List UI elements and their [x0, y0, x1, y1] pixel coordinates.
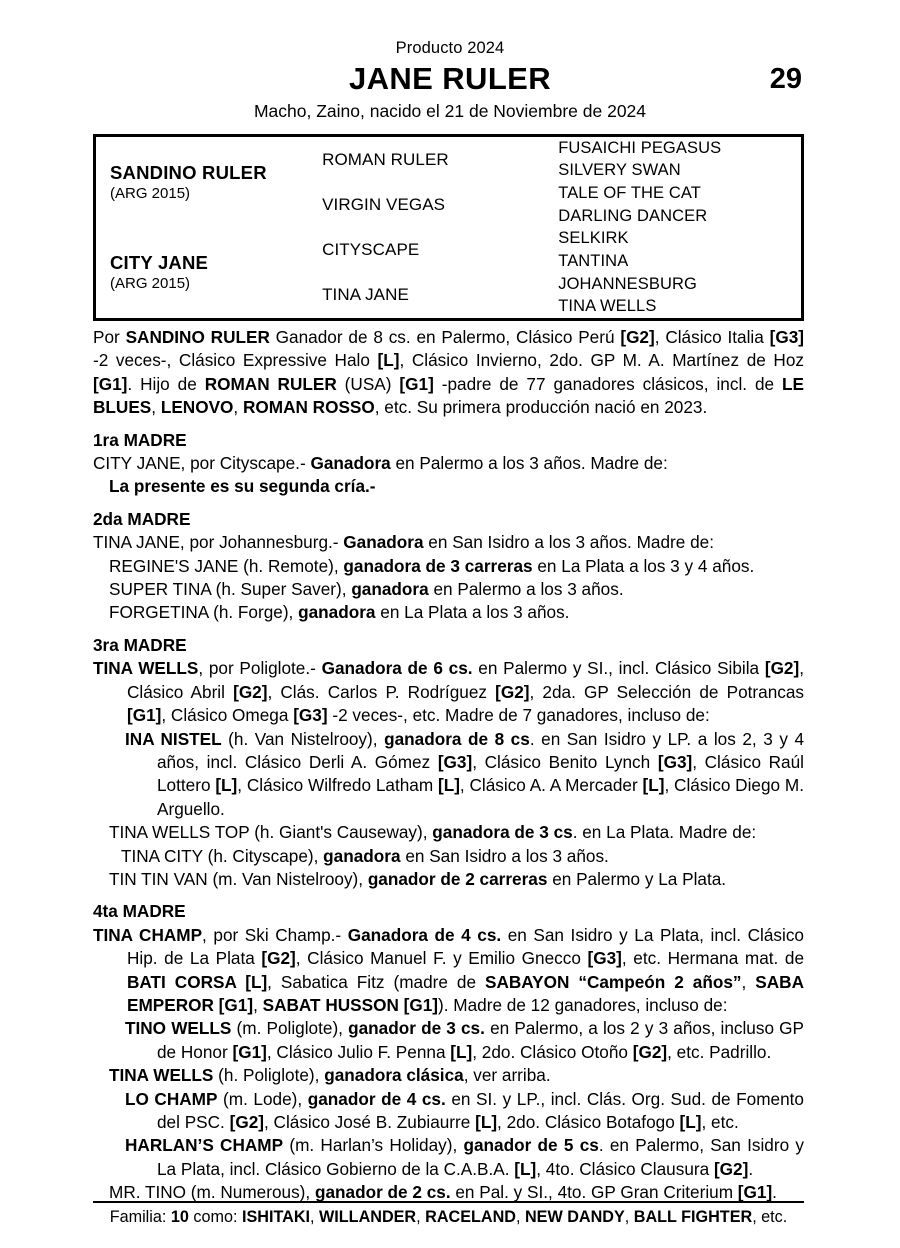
progeny-line: HARLAN’S CHAMP (m. Harlan’s Holiday), ganador de 5 cs. en Palermo, San Isidro y La Plata, incl. Clásico Gobierno de la C.A.B.A. [L], 4to. Clásico Clausura [G2].	[125, 1135, 805, 1179]
progeny-line: LO CHAMP (m. Lode), ganador de 4 cs. en SI. y LP., incl. Clás. Org. Sud. de Fomento del PSC. [G2], Clásico José B. Zubiaurre [L], 2do. Clásico Botafogo [L], etc.	[125, 1088, 804, 1132]
pedigree-cell-sdd	[554, 205, 801, 228]
progeny-line: SUPER TINA (h. Super Saver), ganadora en Palermo a los 3 años.	[109, 579, 624, 600]
pedigree-cell-sds	[554, 182, 801, 205]
sire-origin: (ARG 2015)	[110, 184, 191, 202]
product-year: Producto 2024	[395, 39, 505, 57]
section-heading: 1ra MADRE	[93, 429, 187, 450]
dam-dam-dam-name: TINA WELLS	[558, 297, 657, 316]
section-heading: 4ta MADRE	[93, 901, 186, 922]
progeny-line: TINA WELLS TOP (h. Giant's Causeway), ganadora de 3 cs. en La Plata. Madre de:	[109, 822, 757, 843]
progeny-line: TIN TIN VAN (m. Van Nistelrooy), ganador de 2 carreras en Palermo y La Plata.	[109, 868, 727, 889]
pedigree-table	[93, 134, 804, 321]
dam-sire-dam-name: TANTINA	[558, 251, 629, 270]
progeny-line: MR. TINO (m. Numerous), ganador de 2 cs. en Pal. y SI., 4to. GP Gran Criterium [G1].	[109, 1182, 777, 1203]
section-heading: 2da MADRE	[93, 508, 191, 529]
title-row	[0, 61, 900, 97]
dam-name: CITY JANE	[110, 252, 209, 274]
progeny-line: TINO WELLS (m. Poliglote), ganador de 3 cs. en Palermo, a los 2 y 3 años, incluso GP de Honor [G1], Clásico Julio F. Penna [L], 2do. Clásico Otoño [G2], etc. Padrillo.	[125, 1018, 805, 1062]
pedigree-cell-dam-dam	[318, 273, 554, 318]
pedigree-cell-sire	[96, 137, 318, 228]
dam-dam-sire-name: JOHANNESBURG	[558, 274, 697, 293]
pedigree-cell-dss	[554, 228, 801, 251]
pedigree-cell-dam	[96, 228, 318, 319]
progeny-line: FORGETINA (h. Forge), ganadora en La Plata a los 3 años.	[109, 602, 570, 623]
pedigree-cell-sss	[554, 137, 801, 160]
page-header	[0, 0, 900, 123]
sire-sire-dam-name: SILVERY SWAN	[558, 161, 681, 180]
horse-description: Macho, Zaino, nacido el 21 de Noviembre de 2024	[253, 101, 647, 121]
footer-divider	[93, 1201, 804, 1203]
maternal-family-sections	[93, 429, 804, 1205]
sire-dam-name: VIRGIN VEGAS	[322, 194, 446, 214]
sire-dam-dam-name: DARLING DANCER	[558, 206, 708, 225]
progeny-line: TINA JANE, por Johannesburg.- Ganadora en San Isidro a los 3 años. Madre de:	[93, 532, 714, 553]
pedigree-column-grandparents	[318, 137, 554, 318]
pedigree-cell-sire-sire	[318, 137, 554, 182]
catalog-number: 29	[769, 63, 802, 95]
sire-sire-name: ROMAN RULER	[322, 149, 449, 169]
page-title: JANE RULER	[348, 61, 552, 96]
progeny-line: TINA CHAMP, por Ski Champ.- Ganadora de 4 cs. en San Isidro y La Plata, incl. Clásico Hip. de La Plata [G2], Clásico Manuel F. y Emilio Gnecco [G3], etc. Hermana mat. de BATI CORSA [L], Sabatica Fitz (madre de SABAYON “Campeón 2 años”, SABA EMPEROR [G1], SABAT HUSSON [G1]). Madre de 12 ganadores, incluso de:	[93, 924, 805, 1015]
pedigree-cell-dds	[554, 273, 801, 296]
pedigree-column-great-grandparents	[554, 137, 801, 318]
progeny-line: CITY JANE, por Cityscape.- Ganadora en Palermo a los 3 años. Madre de:	[93, 453, 668, 474]
pedigree-body	[93, 321, 804, 1205]
dam-sire-sire-name: SELKIRK	[558, 229, 629, 248]
pedigree-cell-sire-dam	[318, 182, 554, 227]
pedigree-cell-ssd	[554, 160, 801, 183]
progeny-line: TINA WELLS, por Poliglote.- Ganadora de 6 cs. en Palermo y SI., incl. Clásico Sibila [G2], Clásico Abril [G2], Clás. Carlos P. Rodríguez [G2], 2da. GP Selección de Potrancas [G1], Clásico Omega [G3] -2 veces-, etc. Madre de 7 ganadores, incluso de:	[93, 658, 805, 726]
section-heading: 3ra MADRE	[93, 634, 187, 655]
pedigree-cell-ddd	[554, 295, 801, 318]
sire-sire-sire-name: FUSAICHI PEGASUS	[558, 138, 722, 157]
progeny-line: REGINE'S JANE (h. Remote), ganadora de 3 carreras en La Plata a los 3 y 4 años.	[109, 555, 755, 576]
family-line: Familia: 10 como: ISHITAKI, WILLANDER, RACELAND, NEW DANDY, BALL FIGHTER, etc.	[109, 1208, 788, 1226]
pedigree-cell-dam-sire	[318, 228, 554, 273]
progeny-line: INA NISTEL (h. Van Nistelrooy), ganadora de 8 cs. en San Isidro y LP. a los 2, 3 y 4 años, incl. Clásico Derli A. Gómez [G3], Clásico Benito Lynch [G3], Clásico Raúl Lottero [L], Clásico Wilfredo Latham [L], Clásico A. A Mercader [L], Clásico Diego M. Arguello.	[125, 728, 805, 819]
progeny-line: La presente es su segunda cría.-	[109, 476, 376, 497]
progeny-line: TINA CITY (h. Cityscape), ganadora en San Isidro a los 3 años.	[121, 845, 609, 866]
dam-origin: (ARG 2015)	[110, 275, 191, 293]
dam-dam-name: TINA JANE	[322, 285, 409, 305]
page-footer	[93, 1201, 804, 1228]
sire-paragraph: Por SANDINO RULER Ganador de 8 cs. en Palermo, Clásico Perú [G2], Clásico Italia [G3] -2 veces-, Clásico Expressive Halo [L], Clásico Invierno, 2do. GP M. A. Martínez de Hoz [G1]. Hijo de ROMAN RULER (USA) [G1] -padre de 77 ganadores clásicos, incl. de LE BLUES, LENOVO, ROMAN ROSSO, etc. Su primera producción nació en 2023.	[93, 327, 804, 418]
dam-sire-name: CITYSCAPE	[322, 240, 420, 260]
sire-name: SANDINO RULER	[110, 161, 267, 183]
progeny-line: TINA WELLS (h. Poliglote), ganadora clásica, ver arriba.	[109, 1065, 551, 1086]
pedigree-column-parents	[96, 137, 318, 318]
sire-dam-sire-name: TALE OF THE CAT	[558, 184, 701, 203]
pedigree-cell-dsd	[554, 250, 801, 273]
